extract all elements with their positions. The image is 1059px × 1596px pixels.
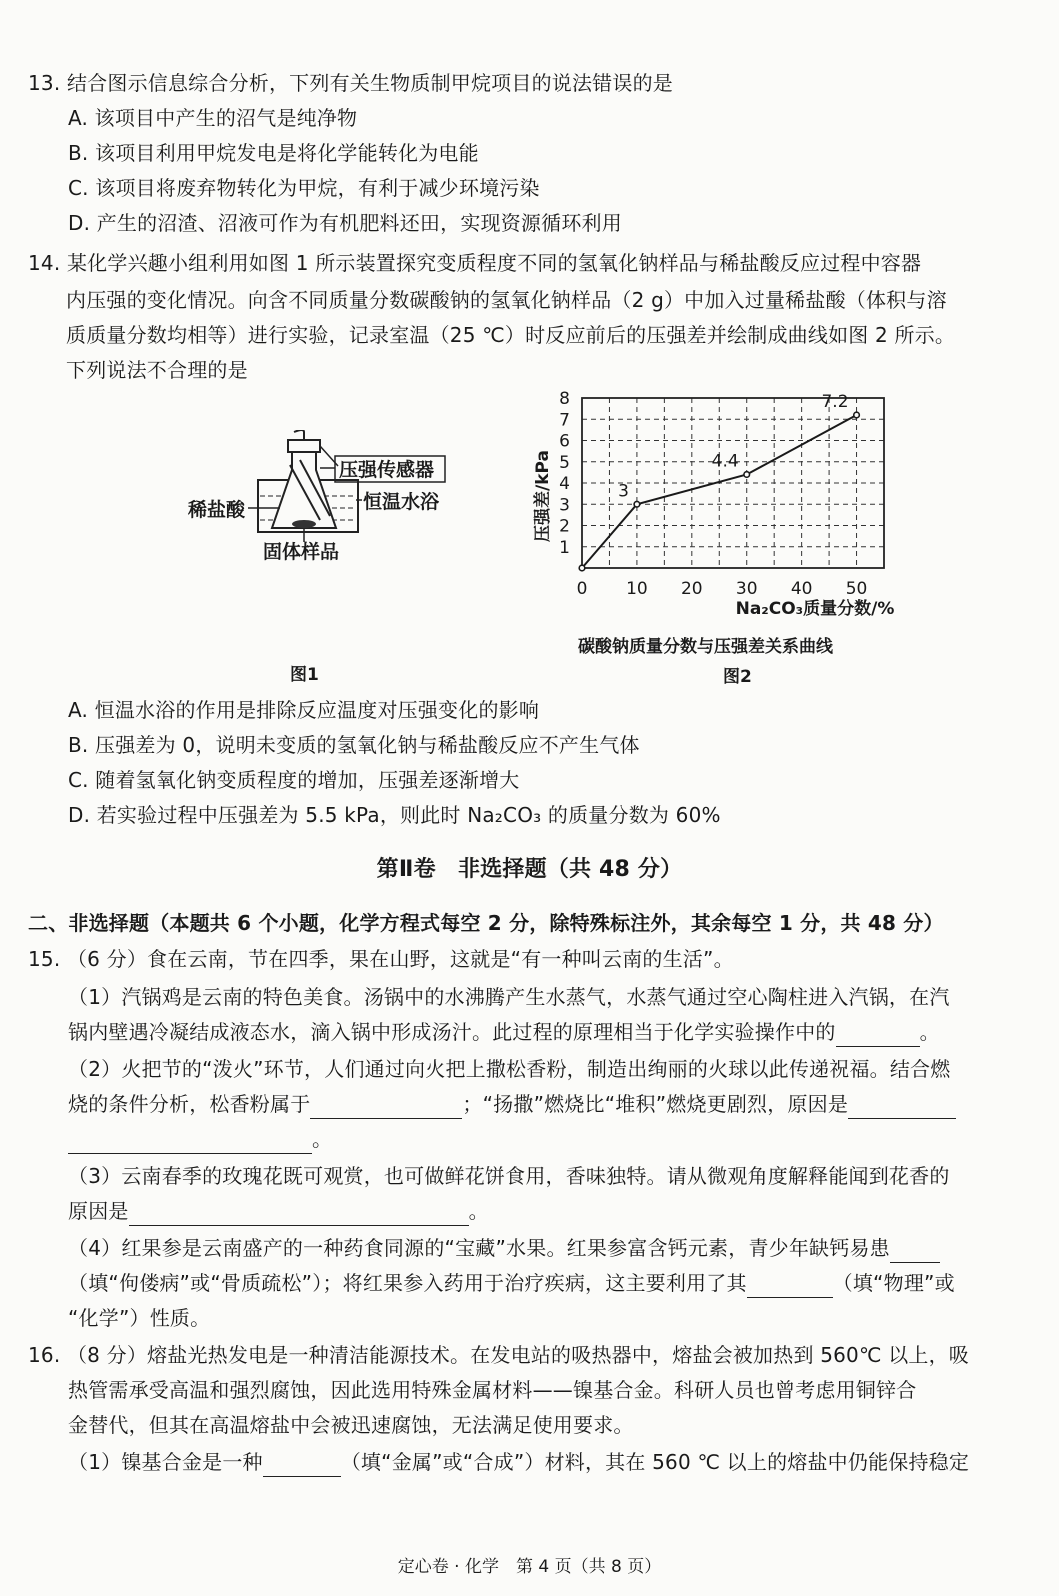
chart-y-tick-label: 8 — [559, 389, 570, 409]
q14-option-b: B. 压强差为 0，说明未变质的氢氧化钠与稀盐酸反应不产生气体 — [68, 733, 640, 757]
figure-1-caption: 图1 — [290, 665, 319, 685]
chart-data-point — [854, 412, 860, 418]
q15-part-3-line-1: （3）云南春季的玫瑰花既可观赏，也可做鲜花饼食用，香味独特。请从微观角度解释能闻到花香的 — [68, 1164, 950, 1188]
chart-y-tick-label: 2 — [559, 516, 570, 537]
q14-stem-line-4: 下列说法不合理的是 — [66, 358, 248, 382]
chart-y-tick-label: 4 — [559, 474, 570, 494]
label-solid-sample: 固体样品 — [263, 541, 340, 563]
figure-2-subtitle: 碳酸钠质量分数与压强差关系曲线 — [578, 637, 833, 657]
answer-blank-15-2b-cont[interactable] — [68, 1131, 312, 1154]
answer-blank-15-1[interactable] — [836, 1024, 920, 1047]
chart-y-tick-label: 7 — [559, 410, 570, 431]
q16-stem-line-2: 热管需承受高温和强烈腐蚀，因此选用特殊金属材料——镍基合金。科研人员也曾考虑用铜锌合 — [68, 1378, 917, 1402]
q13-option-c: C. 该项目将废弃物转化为甲烷，有利于减少环境污染 — [68, 176, 540, 200]
q15-part-2-line-1: （2）火把节的“泼火”环节，人们通过向火把上撒松香粉，制造出绚丽的火球以此传递祝福。结合燃 — [68, 1057, 951, 1081]
q13-option-d: D. 产生的沼渣、沼液可作为有机肥料还田，实现资源循环利用 — [68, 211, 622, 235]
label-water-bath: 恒温水浴 — [363, 491, 440, 513]
chart-y-axis-label: 压强差/kPa — [533, 450, 553, 542]
chart-y-tick-label: 1 — [559, 537, 570, 558]
q15-part-4-line-1: （4）红果参是云南盛产的一种药食同源的“宝藏”水果。红果参富含钙元素，青少年缺钙易患 — [68, 1233, 940, 1263]
chart-x-tick-label: 40 — [790, 579, 813, 599]
chart-data-point — [579, 565, 585, 571]
chart-data-label: 7.2 — [821, 392, 849, 412]
answer-blank-16-1[interactable] — [263, 1454, 341, 1477]
chart-x-tick-label: 0 — [576, 579, 588, 599]
chart-x-tick-label: 20 — [680, 579, 703, 599]
section-2-title: 第Ⅱ卷 非选择题（共 48 分） — [376, 857, 683, 882]
chart-x-tick-label: 10 — [626, 579, 648, 599]
chart-data-label: 4.4 — [711, 451, 739, 472]
q16-part-1-line-1: （1）镍基合金是一种 （填“金属”或“合成”）材料，其在 560 ℃ 以上的熔盐中仍能保持稳定 — [68, 1447, 969, 1477]
q15-part-4-line-3: “化学”）性质。 — [68, 1306, 211, 1330]
q14-stem-line-2: 内压强的变化情况。向含不同质量分数碳酸钠的氢氧化钠样品（2 g）中加入过量稀盐酸（体积与溶 — [66, 288, 947, 312]
q14-option-d: D. 若实验过程中压强差为 5.5 kPa，则此时 Na₂CO₃ 的质量分数为 60% — [68, 803, 721, 827]
q15-part-1-line-2: 锅内壁遇冷凝结成液态水，滴入锅中形成汤汁。此过程的原理相当于化学实验操作中的 。 — [68, 1017, 940, 1047]
q15-stem: 15. （6 分）食在云南，节在四季，果在山野，这就是“有一种叫云南的生活”。 — [28, 947, 734, 971]
chart-data-label: 3 — [618, 481, 629, 502]
q14-stem-line-1: 14. 某化学兴趣小组利用如图 1 所示装置探究变质程度不同的氢氧化钠样品与稀盐酸反应过程中容器 — [28, 251, 922, 275]
label-dilute-acid: 稀盐酸 — [188, 499, 246, 521]
chart-y-tick-label: 6 — [559, 431, 570, 452]
q15-part-1-line-1: （1）汽锅鸡是云南的特色美食。汤锅中的水沸腾产生水蒸气，水蒸气通过空心陶柱进入汽锅，在汽 — [68, 985, 950, 1009]
q15-part-2-line-2: 烧的条件分析，松香粉属于 ；“扬撒”燃烧比“堆积”燃烧更剧烈，原因是 — [68, 1089, 956, 1119]
q15-part-2-line-3: 。 — [68, 1124, 332, 1154]
q13-stem: 13. 结合图示信息综合分析，下列有关生物质制甲烷项目的说法错误的是 — [28, 71, 673, 95]
figure-2-caption: 图2 — [723, 667, 752, 687]
answer-blank-15-2a[interactable] — [310, 1096, 462, 1119]
q14-option-c: C. 随着氢氧化钠变质程度的增加，压强差逐渐增大 — [68, 768, 520, 792]
page-footer: 定心卷 · 化学 第 4 页（共 8 页） — [397, 1557, 662, 1577]
answer-blank-15-2b[interactable] — [848, 1096, 956, 1119]
q13-option-b: B. 该项目利用甲烷发电是将化学能转化为电能 — [68, 141, 479, 165]
answer-blank-15-4b[interactable] — [747, 1275, 833, 1298]
chart-y-tick-label: 3 — [559, 495, 570, 516]
q13-option-a: A. 该项目中产生的沼气是纯净物 — [68, 106, 358, 130]
chart-x-tick-label: 30 — [735, 579, 758, 599]
answer-blank-15-4a[interactable] — [890, 1240, 940, 1263]
chart-x-tick-label: 50 — [845, 579, 868, 599]
answer-blank-15-3[interactable] — [129, 1203, 469, 1226]
q16-stem-line-1: 16. （8 分）熔盐光热发电是一种清洁能源技术。在发电站的吸热器中，熔盐会被加热到 560℃ 以上，吸 — [28, 1343, 969, 1367]
chart-data-point — [744, 472, 750, 478]
q15-part-4-line-2: （填“佝偻病”或“骨质疏松”）；将红果参入药用于治疗疾病，这主要利用了其 （填“物理”或 — [68, 1268, 955, 1298]
chart-data-point — [634, 501, 640, 507]
chart-x-axis-label: Na₂CO₃质量分数/% — [735, 599, 895, 619]
q15-part-3-line-2: 原因是 。 — [68, 1196, 489, 1226]
q14-option-a: A. 恒温水浴的作用是排除反应温度对压强变化的影响 — [68, 698, 540, 722]
q16-stem-line-3: 金替代，但其在高温熔盐中会被迅速腐蚀，无法满足使用要求。 — [68, 1413, 634, 1437]
label-pressure-sensor: 压强传感器 — [339, 459, 435, 481]
figure-1-apparatus — [180, 430, 470, 570]
q14-stem-line-3: 质质量分数均相等）进行实验，记录室温（25 ℃）时反应前后的压强差并绘制成曲线如图 2 所示。 — [66, 323, 956, 347]
section-2-instructions: 二、非选择题（本题共 6 个小题，化学方程式每空 2 分，除特殊标注外，其余每空 1 分，共 48 分） — [28, 911, 944, 935]
chart-y-tick-label: 5 — [559, 452, 570, 473]
solid-sample — [292, 520, 316, 528]
figure-2-chart — [520, 386, 920, 648]
